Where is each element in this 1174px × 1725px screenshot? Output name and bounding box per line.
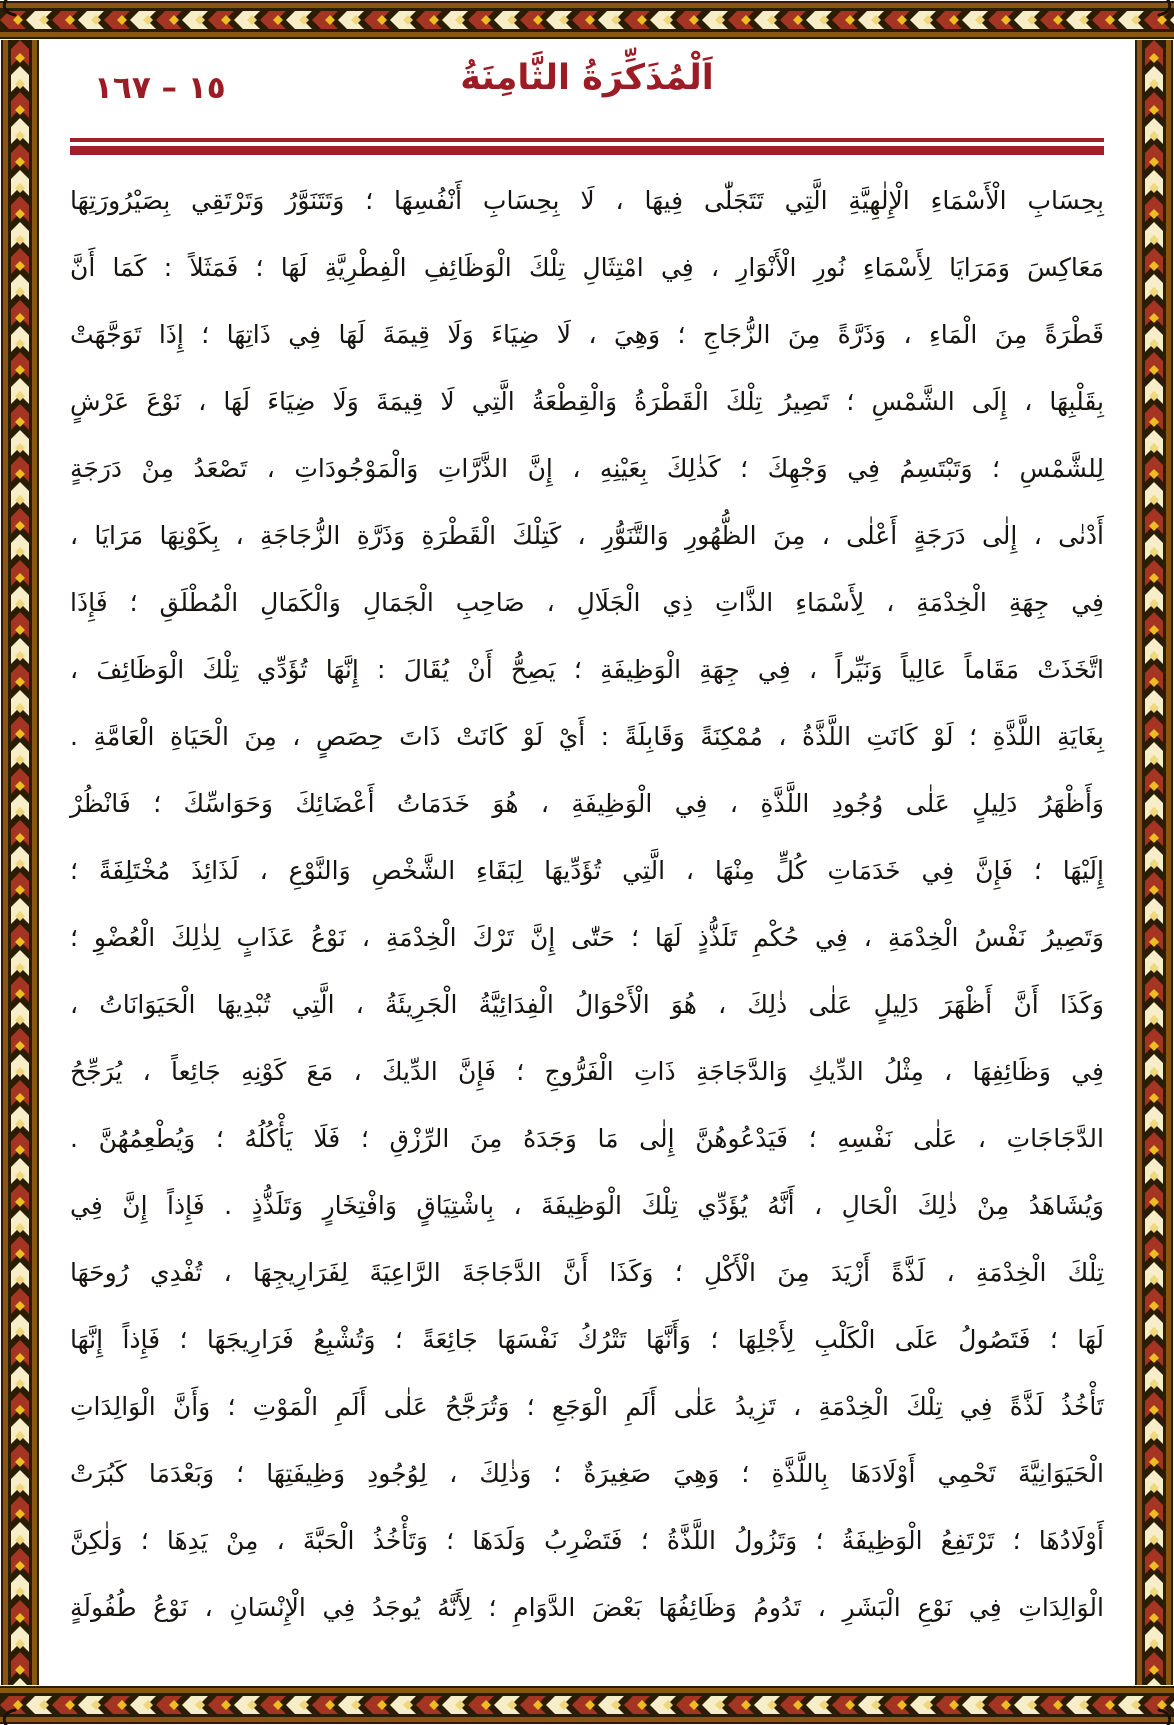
body-line: أَدْنٰى ، إِلٰى دَرَجَةٍ أَعْلٰى ، مِنَ الظُّهُورِ وَالتَّنَوُّرِ ، كَتِلْكَ الْقَطْرَةِ وَذَرَّةِ الزُّجَاجَةِ ، بِكَوْنِهَا مَرَايَا ،	[70, 521, 1104, 550]
ornamental-border-bottom	[0, 1685, 1174, 1725]
body-line: فِي وَظَائِفِهَا ، مِثْلُ الدِّيكِ وَالدَّجَاجَةِ ذَاتِ الْفَرُّوجِ ؛ فَإِنَّ الدِّيكَ ، مَعَ كَوْنِهِ جَائِعاً ، يُرَجِّحُ	[70, 1057, 1104, 1086]
body-line: لِلشَّمْسِ ؛ وَتَبْتَسِمُ فِي وَجْهِكَ ؛ كَذٰلِكَ بِعَيْنِهِ ، إِنَّ الذَّرَّاتِ وَالْمَوْجُودَاتِ ، تَصْعَدُ مِنْ دَرَجَةٍ	[70, 454, 1104, 483]
body-text	[70, 167, 1104, 1641]
body-line: وَأَظْهَرُ دَلِيلٍ عَلٰى وُجُودِ اللَّذَّةِ ، فِي الْوَظِيفَةِ ، هُوَ خَدَمَاتُ أَعْضَائِكَ وَحَوَاسِّكَ ؛ فَانْظُرْ	[70, 789, 1104, 818]
body-line: الدَّجَاجَاتِ ، عَلٰى نَفْسِهِ ؛ فَيَدْعُوهُنَّ إِلٰى مَا وَجَدَهُ مِنَ الرِّزْقِ ؛ فَلَا يَأْكُلُهُ ؛ وَيُطْعِمُهُنَّ .	[70, 1124, 1104, 1153]
corner-flourish-icon	[1155, 1706, 1174, 1725]
page-title: اَلْمُذَكِّرَةُ الثَّامِنَةُ	[460, 58, 714, 98]
body-line: بِغَايَةِ اللَّذَّةِ ؛ لَوْ كَانَتِ اللَّذَّةُ ، مُمْكِنَةً وَقَابِلَةً : أَيْ لَوْ كَانَتْ ذَاتَ حِصَصٍ ، مِنَ الْحَيَاةِ الْعَامَّةِ .	[70, 722, 1104, 751]
body-line: بِقَلْبِهَا ، إِلَى الشَّمْسِ ؛ تَصِيرُ تِلْكَ الْقَطْرَةُ وَالْقِطْعَةُ الَّتِي لَا قِيمَةَ وَلَا ضِيَاءَ لَهَا ، نَوْعَ عَرْشٍ	[70, 387, 1104, 416]
body-line: مَعَاكِسَ وَمَرَايَا لِأَسْمَاءِ نُورِ الْأَنْوَارِ ، فِي امْتِثَالِ تِلْكَ الْوَظَائِفِ الْفِطْرِيَّةِ لَهَا ؛ فَمَثَلاً : كَمَا أَنَّ	[70, 253, 1104, 282]
body-line: قَطْرَةً مِنَ الْمَاءِ ، وَذَرَّةً مِنَ الزُّجَاجِ ؛ وَهِيَ ، لَا ضِيَاءَ وَلَا قِيمَةَ لَهَا فِي ذَاتِهَا ؛ إِذَا تَوَجَّهَتْ	[70, 320, 1104, 349]
body-line: وَكَذَا أَنَّ أَظْهَرَ دَلِيلٍ عَلٰى ذٰلِكَ ، هُوَ الْأَحْوَالُ الْفِدَائِيَّةُ الْجَرِيئَةُ ، الَّتِي تُبْدِيهَا الْحَيَوَانَاتُ ،	[70, 990, 1104, 1019]
page-header	[70, 40, 1104, 136]
body-line: تِلْكَ الْخِدْمَةِ ، لَذَّةً أَزْيَدَ مِنَ الْأَكْلِ ؛ وَكَذَا أَنَّ الدَّجَاجَةَ الرَّاعِيَةَ لِفَرَارِيجِهَا ، تُفْدِي رُوحَهَا	[70, 1258, 1104, 1287]
body-line: وَتَصِيرُ نَفْسُ الْخِدْمَةِ ، فِي حُكْمِ تَلَذُّذٍ لَهَا ؛ حَتّٰى إِنَّ تَرْكَ الْخِدْمَةِ ، نَوْعُ عَذَابٍ لِذٰلِكَ الْعُضْوِ ؛	[70, 923, 1104, 952]
corner-flourish-icon	[0, 0, 19, 19]
body-line: الْحَيَوَانِيَّةَ تَحْمِي أَوْلَادَهَا بِاللَّذَّةِ ؛ وَهِيَ صَغِيرَةٌ ؛ وَذٰلِكَ ، لِوُجُودِ وَظِيفَتِهَا ؛ وَبَعْدَمَا كَبُرَتْ	[70, 1459, 1104, 1488]
body-line: فِي جِهَةِ الْخِدْمَةِ ، لِأَسْمَاءِ الذَّاتِ ذِي الْجَلَالِ ، صَاحِبِ الْجَمَالِ وَالْكَمَالِ الْمُطْلَقِ ؛ فَإِذَا	[70, 588, 1104, 617]
body-line: إِلَيْهَا ؛ فَإِنَّ فِي خَدَمَاتِ كُلٍّ مِنْهَا ، الَّتِي تُؤَدِّيهَا لِبَقَاءِ الشَّخْصِ وَالنَّوْعِ ، لَذَائِذَ مُخْتَلِفَةً ؛	[70, 856, 1104, 885]
divider-thick-rule	[70, 146, 1104, 155]
body-line: لَهَا ؛ فَتَصُولُ عَلَى الْكَلْبِ لِأَجْلِهَا ؛ وَأَنَّهَا تَتْرُكُ نَفْسَهَا جَائِعَةً ؛ وَتُشْبِعُ فَرَارِيجَهَا ؛ فَإِذاً إِنَّهَا	[70, 1325, 1104, 1354]
corner-flourish-icon	[0, 1706, 19, 1725]
title-divider	[70, 138, 1104, 155]
ornamental-border-right	[1134, 40, 1174, 1685]
corner-flourish-icon	[1155, 0, 1174, 19]
body-line: تَأْخُذُ لَذَّةً فِي تِلْكَ الْخِدْمَةِ ، تَزِيدُ عَلٰى أَلَمِ الْوَجَعِ ؛ وَتُرَجَّحُ عَلٰى أَلَمِ الْمَوْتِ ؛ وَأَنَّ الْوَالِدَاتِ	[70, 1392, 1104, 1421]
ornamental-border-top	[0, 0, 1174, 40]
body-line: بِحِسَابِ الْأَسْمَاءِ الْإِلٰهِيَّةِ الَّتِي تَتَجَلّٰى فِيهَا ، لَا بِحِسَابِ أَنْفُسِهَا ؛ وَتَتَنَوَّرُ وَتَرْتَقِي بِصَيْرُورَتِهَا	[70, 186, 1104, 215]
page-number: ١٥ – ١٦٧	[94, 70, 226, 106]
body-line: وَيُشَاهَدُ مِنْ ذٰلِكَ الْحَالِ ، أَنَّهُ يُؤَدِّي تِلْكَ الْوَظِيفَةَ ، بِاشْتِيَاقٍ وَافْتِخَارٍ وَتَلَذُّذٍ . فَإِذاً إِنَّ فِي	[70, 1191, 1104, 1220]
page-content	[40, 40, 1134, 1685]
ornamental-border-left	[0, 40, 40, 1685]
body-line: أَوْلَادُهَا ؛ تَرْتَفِعُ الْوَظِيفَةُ ؛ وَتَزُولُ اللَّذَّةُ ؛ فَتَضْرِبُ وَلَدَهَا ؛ وَتَأْخُذُ الْحَبَّةَ ، مِنْ يَدِهَا ؛ وَلٰكِنَّ	[70, 1526, 1104, 1555]
body-line: الْوَالِدَاتِ فِي نَوْعِ الْبَشَرِ ، تَدُومُ وَظَائِفُهَا بَعْضَ الدَّوَامِ ؛ لِأَنَّهُ يُوجَدُ فِي الْإِنْسَانِ ، نَوْعُ طُفُولَةٍ	[70, 1593, 1104, 1622]
body-line: اتَّخَذَتْ مَقَاماً عَالِياً وَنَيِّراً ، فِي جِهَةِ الْوَظِيفَةِ ؛ يَصِحُّ أَنْ يُقَالَ : إِنَّهَا تُؤَدِّي تِلْكَ الْوَظَائِفَ ،	[70, 655, 1104, 684]
